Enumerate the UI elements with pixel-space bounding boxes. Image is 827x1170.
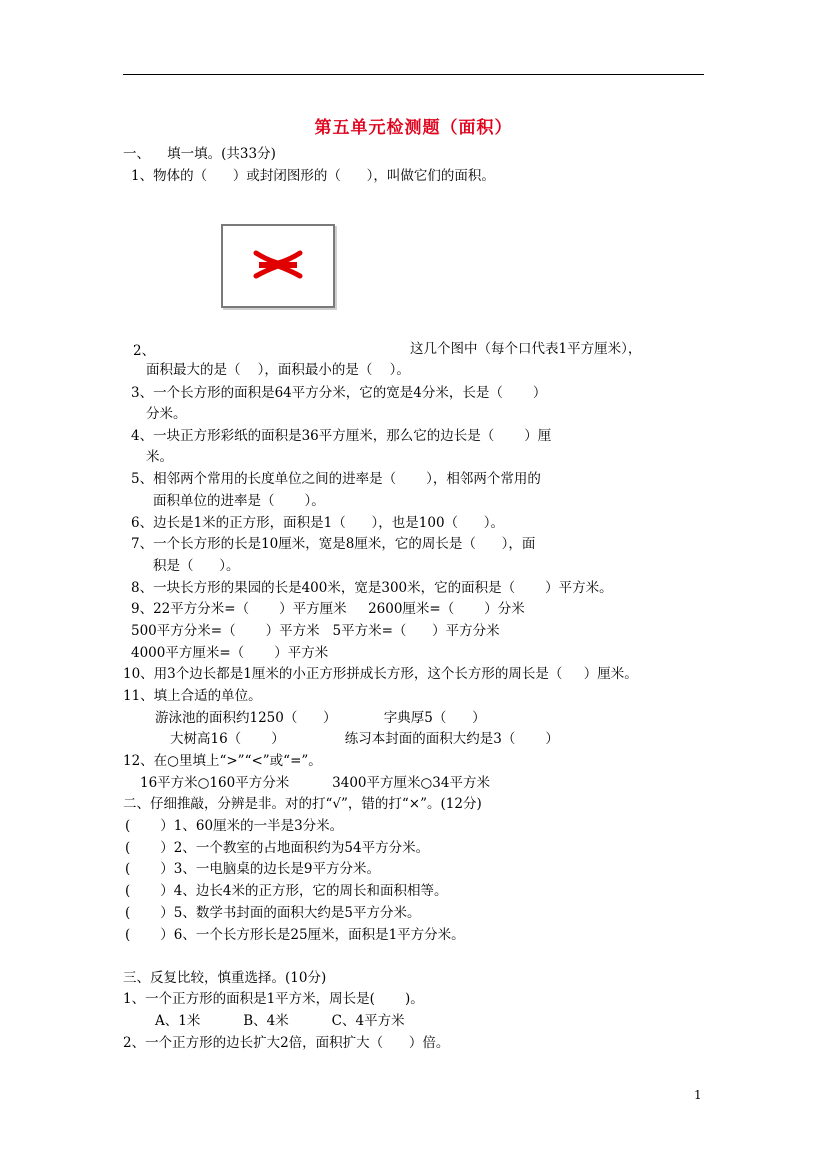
question-4-line2: 米。 <box>146 449 173 465</box>
question-11-line2: 大树高16（ ） 练习本封面的面积大约是3（ ） <box>170 731 559 747</box>
question-3: 3、一个长方形的面积是64平方分米，它的宽是4分米，长是（ ） <box>131 385 547 401</box>
question-9-line3: 4000平方厘米=（ ）平方米 <box>131 645 329 661</box>
broken-image-placeholder <box>221 224 335 308</box>
question-8: 8、一块长方形的果园的长是400米，宽是300米，它的面积是（ ）平方米。 <box>131 580 613 596</box>
red-x-icon <box>223 226 333 306</box>
question-9-line2: 500平方分米=（ ）平方米 5平方米=（ ）平方分米 <box>131 623 500 639</box>
question-6: 6、边长是1米的正方形，面积是1（ ），也是100（ ）。 <box>131 515 505 531</box>
judge-item-1: ( ）1、60厘米的一半是3分米。 <box>125 818 344 834</box>
judge-item-6: ( ）6、一个长方形长是25厘米，面积是1平方分米。 <box>125 927 465 943</box>
question-5-line2: 面积单位的进率是（ ）。 <box>153 493 325 509</box>
choice-question-2: 2、一个正方形的边长扩大2倍，面积扩大（ ）倍。 <box>123 1035 450 1051</box>
section2-heading: 二、仔细推敲，分辨是非。对的打“√”，错的打“×”。(12分) <box>123 796 482 812</box>
question-1: 1、物体的（ ）或封闭图形的（ ），叫做它们的面积。 <box>131 168 495 184</box>
question-4: 4、一块正方形彩纸的面积是36平方厘米，那么它的边长是（ ）厘 <box>131 428 552 444</box>
question-3-line2: 分米。 <box>146 406 187 422</box>
question-5: 5、相邻两个常用的长度单位之间的进率是（ ），相邻两个常用的 <box>131 471 541 487</box>
question-7-line2: 积是（ ）。 <box>153 558 240 574</box>
question-12: 12、在○里填上“>”“<”或“=”。 <box>123 753 322 769</box>
section3-heading: 三、反复比较，慎重选择。(10分) <box>123 970 327 986</box>
question-2-text: 这几个图中（每个口代表1平方厘米）， <box>410 341 642 357</box>
question-9: 9、22平方分米=（ ）平方厘米 2600厘米=（ ）分米 <box>131 601 525 617</box>
question-11-line1: 游泳池的面积约1250（ ） 字典厚5（ ） <box>155 710 486 726</box>
judge-item-2: ( ）2、一个教室的占地面积约为54平方分米。 <box>125 840 430 856</box>
choice-question-1: 1、一个正方形的面积是1平方米，周长是( )。 <box>123 991 424 1007</box>
question-11: 11、填上合适的单位。 <box>123 688 262 704</box>
choice-question-1-options: A、1米 B、4米 C、4平方米 <box>155 1013 405 1029</box>
question-7: 7、一个长方形的长是10厘米，宽是8厘米，它的周长是（ ），面 <box>131 536 536 552</box>
judge-item-5: ( ）5、数学书封面的面积大约是5平方分米。 <box>125 905 421 921</box>
header-rule <box>123 74 704 75</box>
page-number: 1 <box>694 1088 702 1102</box>
section1-heading: 一、 填一填。(共33分) <box>123 146 276 162</box>
question-10: 10、用3个边长都是1厘米的小正方形拼成长方形，这个长方形的周长是（ ）厘米。 <box>123 666 638 682</box>
question-12-line1: 16平方米○160平方分米 3400平方厘米○34平方米 <box>140 775 490 791</box>
judge-item-3: ( ）3、一电脑桌的边长是9平方分米。 <box>125 861 380 877</box>
document-title: 第五单元检测题（面积） <box>314 118 513 138</box>
question-2-number: 2、 <box>133 343 156 359</box>
judge-item-4: ( ）4、边长4米的正方形，它的周长和面积相等。 <box>125 883 448 899</box>
question-2-line2: 面积最大的是（ ），面积最小的是（ ）。 <box>146 362 410 378</box>
